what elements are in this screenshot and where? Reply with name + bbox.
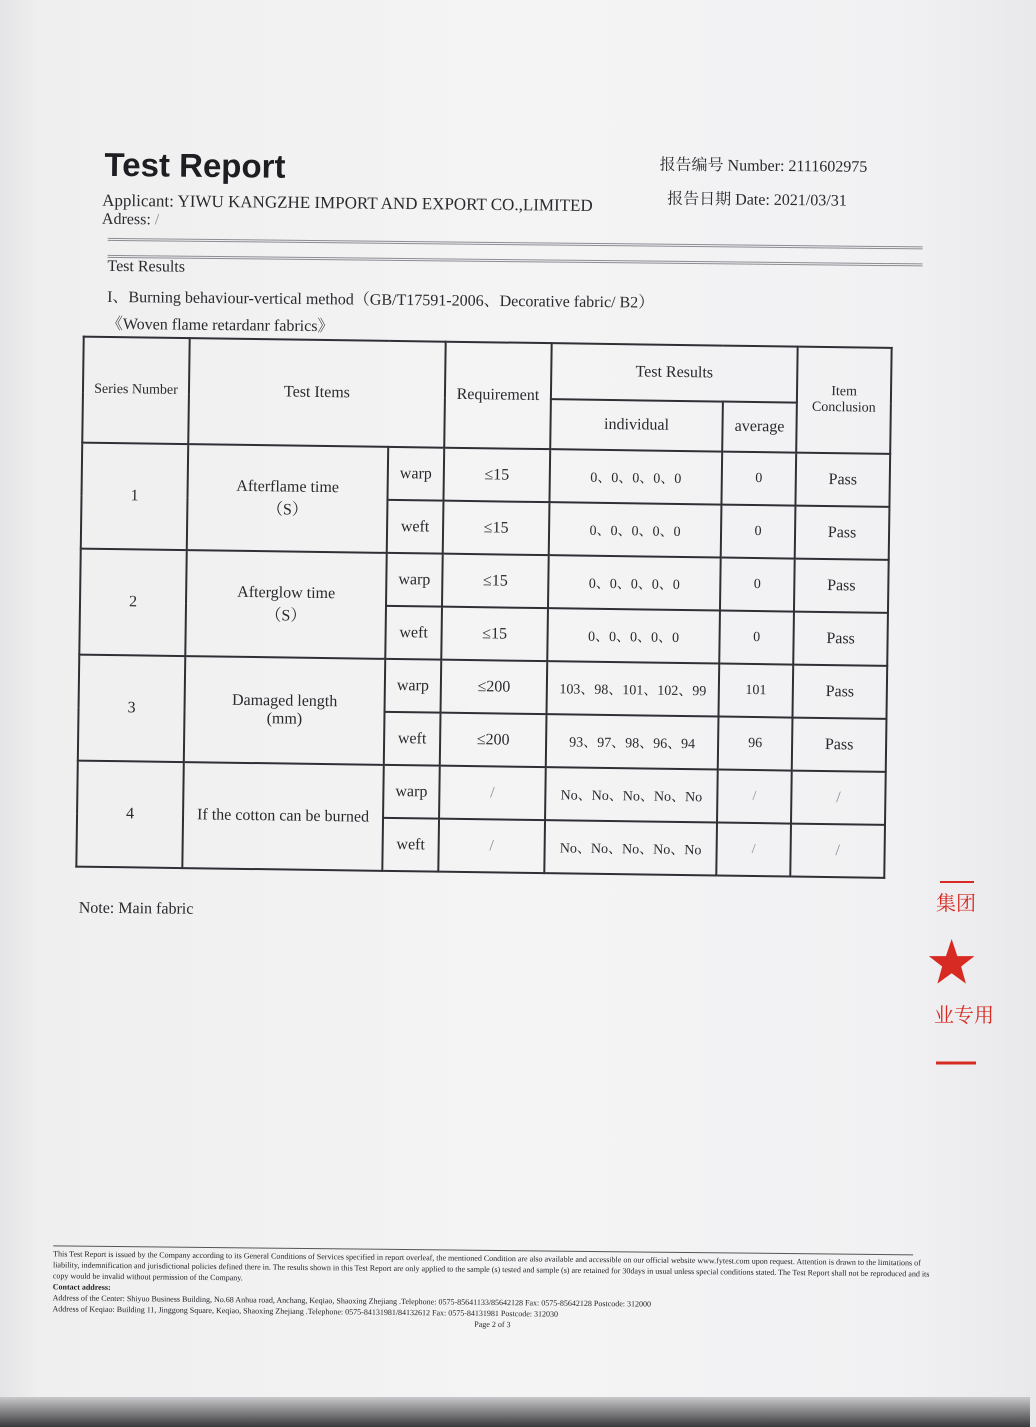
test-item-name: If the cotton can be burned [196,806,370,826]
applicant-value: YIWU KANGZHE IMPORT AND EXPORT CO.,LIMITED [177,191,593,215]
contact-label: Contact address: [52,1282,111,1292]
conclusion: / [790,824,885,878]
average-value: 101 [719,664,794,718]
test-item-name: Afterflame time [236,477,340,496]
conclusion: Pass [792,718,887,772]
average-value: / [716,823,791,877]
number-label: 报告编号 Number: [659,156,785,175]
separator-line [108,238,923,267]
header-conclusion: Item Conclusion [796,347,891,454]
direction: weft [382,818,439,872]
requirement: / [439,766,546,820]
direction: warp [383,765,440,819]
page-edge-shadow [0,1397,1030,1427]
average-value: 96 [718,717,793,771]
test-item-unit: （S） [265,606,307,625]
series-number: 1 [81,443,188,550]
results-table [75,336,892,879]
note-text: Main fabric [118,900,194,918]
individual-values: 0、0、0、0、0 [548,555,721,610]
page-number: Page 2 of 3 [474,1319,511,1330]
conclusion: Pass [795,506,890,560]
requirement: ≤15 [442,554,549,608]
stamp-text-bottom: 业专用 [934,1003,994,1027]
report-date [667,186,847,211]
test-item-name: Afterglow time [237,583,336,602]
individual-values: 103、98、101、102、99 [547,661,720,716]
footer [52,1241,933,1334]
individual-values: 0、0、0、0、0 [547,608,720,663]
adress-value: / [154,211,160,229]
requirement: ≤200 [440,713,547,767]
company-seal-stamp [930,880,994,1065]
header-items: Test Items [188,338,445,448]
test-item-unit: （S） [266,500,308,519]
average-value: 0 [721,452,796,506]
requirement: ≤15 [441,607,548,661]
test-method: I、Burning behaviour-vertical method（GB/T17591-2006、Decorative fabric/ B2） [107,288,655,312]
report-title: Test Report [104,145,286,185]
header-individual: individual [550,399,723,451]
individual-values: 0、0、0、0、0 [549,449,722,504]
center-address: Address of the Center: Shiyuo Business Building, No.68 Anhua road, Anchang, Keqiao, Shaoxing Zhejiang .Telephone: 0575-85641133/85642128 Fax: 0575-85642128 Postcode: 312000 [52,1293,652,1309]
individual-values: No、No、No、No、No [545,767,718,822]
requirement: ≤15 [443,501,550,555]
applicant-line [102,191,593,216]
direction: weft [385,606,442,660]
adress-label: Adress: [101,210,151,229]
average-value: 0 [721,505,796,559]
note [79,900,194,919]
test-item [182,762,383,871]
conclusion: Pass [793,665,888,719]
test-item [184,656,385,765]
average-value: 0 [719,611,794,665]
header-results: Test Results [551,343,798,402]
series-number: 4 [76,761,183,868]
header-average: average [722,402,797,453]
direction: warp [387,447,444,501]
report-number [659,152,867,177]
requirement: / [438,819,545,873]
number-value: 2111602975 [788,157,868,176]
direction: weft [387,500,444,554]
stamp-text-top: 集团 [936,891,976,915]
average-value: 0 [720,558,795,612]
section-title: Test Results [107,257,186,276]
series-number: 2 [79,549,186,656]
test-item [185,550,386,659]
test-item [187,444,388,553]
adress-line [102,211,160,230]
fabric-type: 《Woven flame retardanr fabrics》 [106,315,334,336]
date-value: 2021/03/31 [773,191,847,210]
conclusion: Pass [793,612,888,666]
test-item-unit: (mm) [266,710,303,728]
keqiao-address: Address of Keqiao: Building 11, Jinggong Square, Keqiao, Shaoxing Zhejiang .Telephone: 0575-84131981/84132612 Fax: 0575-84131981 Postcode: 312030 [52,1304,559,1319]
applicant-label: Applicant: [102,190,175,211]
conclusion: Pass [794,559,889,613]
header-requirement: Requirement [444,342,551,449]
requirement: ≤15 [443,448,550,502]
date-label: 报告日期 Date: [667,190,770,209]
note-label: Note: [78,899,115,917]
star-icon [929,939,975,984]
direction: warp [385,659,442,713]
direction: weft [384,712,441,766]
header-series: Series Number [82,337,189,444]
average-value: / [717,770,792,824]
requirement: ≤200 [441,660,548,714]
individual-values: No、No、No、No、No [544,820,717,875]
direction: warp [386,553,443,607]
individual-values: 93、97、98、96、94 [546,714,719,769]
test-item-name: Damaged length [231,691,338,711]
conclusion: / [791,771,886,825]
series-number: 3 [78,655,185,762]
individual-values: 0、0、0、0、0 [549,502,722,557]
conclusion: Pass [795,453,890,507]
footer-disclaimer: This Test Report is issued by the Company according to its General Conditions of Services specified in report overleaf, the mentioned Condition are also available and accessible on our official website www.fytest.com upon request. Attention is drawn to the limitations of liability, indemnification and jurisdictional policies defined there in. The results shown in this Test Report are only applied to the sample (s) tested and sample (s) are retained for 30days in usual unless special conditions stated. The Test Report shall not be reproduced and its copy would be invalid without permission of the Company. [52,1249,930,1283]
